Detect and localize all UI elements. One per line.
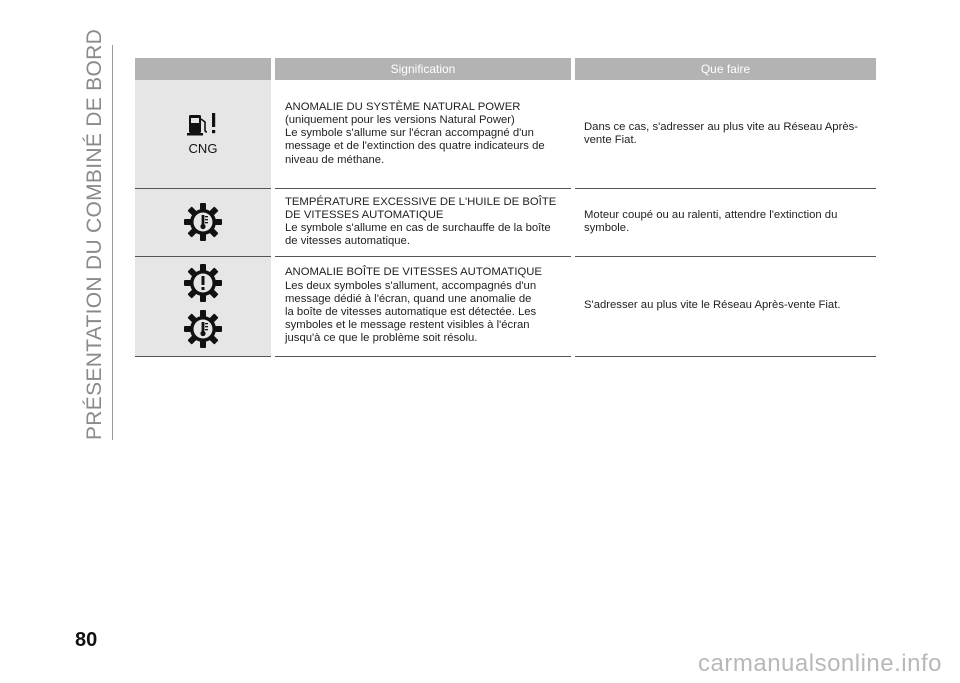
table-row xyxy=(135,80,876,188)
action-line: symbole. xyxy=(584,222,630,234)
description-line: Les deux symboles s'allument, accompagnés d'un xyxy=(285,279,537,292)
description-cell xyxy=(273,256,573,356)
description-line: de vitesses automatique. xyxy=(285,235,410,248)
cng-icon-label: CNG xyxy=(188,140,218,156)
gear-temperature-icon xyxy=(183,202,223,242)
header-signification: Signification xyxy=(273,58,573,80)
action-cell xyxy=(573,188,876,256)
header-que-faire: Que faire xyxy=(573,58,876,80)
warning-lights-table xyxy=(135,58,876,357)
chapter-divider xyxy=(112,45,113,440)
description-cell xyxy=(273,80,573,188)
description-line: message dédié à l'écran, quand une anomalie de xyxy=(285,292,532,305)
action-line: S'adresser au plus vite le Réseau Après-vente Fiat. xyxy=(584,299,841,312)
description-line: Le symbole s'allume sur l'écran accompagné d'un xyxy=(285,127,534,140)
description-line: message et de l'extinction des quatre indicateurs de xyxy=(285,140,545,153)
description-line: ANOMALIE DU SYSTÈME NATURAL POWER xyxy=(285,100,521,113)
icon-cell xyxy=(135,188,273,256)
description-line: DE VITESSES AUTOMATIQUE xyxy=(285,208,444,221)
action-line: vente Fiat. xyxy=(584,133,637,146)
table-header-row xyxy=(135,58,876,80)
table-row xyxy=(135,256,876,356)
action-line: Moteur coupé ou au ralenti, attendre l'extinction du xyxy=(584,208,838,221)
action-cell xyxy=(573,256,876,356)
gear-warning-icon xyxy=(183,263,223,303)
gear-temperature-icon xyxy=(183,309,223,349)
description-line: Le symbole s'allume en cas de surchauffe de la boîte xyxy=(285,222,551,234)
description-line: TEMPÉRATURE EXCESSIVE DE L'HUILE DE BOÎTE xyxy=(285,195,557,208)
description-line: symboles et le message restent visibles à l'écran xyxy=(285,319,530,332)
icon-cell xyxy=(135,256,273,356)
description-line: ANOMALIE BOÎTE DE VITESSES AUTOMATIQUE xyxy=(285,266,542,279)
icon-cell xyxy=(135,80,273,188)
header-icon-column xyxy=(135,58,273,80)
chapter-title: PRÉSENTATION DU COMBINÉ DE BORD xyxy=(83,28,106,440)
description-line: (uniquement pour les versions Natural Power) xyxy=(285,113,515,126)
description-line: la boîte de vitesses automatique est détectée. Les xyxy=(285,306,537,318)
table-row xyxy=(135,188,876,256)
action-line: Dans ce cas, s'adresser au plus vite au Réseau Après- xyxy=(584,120,859,133)
cng-fuel-warning-icon xyxy=(183,111,223,157)
description-cell xyxy=(273,188,573,256)
action-cell xyxy=(573,80,876,188)
watermark: carmanualsonline.info xyxy=(698,650,942,677)
description-line: jusqu'à ce que le problème soit résolu. xyxy=(285,332,478,345)
description-line: niveau de méthane. xyxy=(285,153,385,166)
page-number: 80 xyxy=(75,629,98,651)
